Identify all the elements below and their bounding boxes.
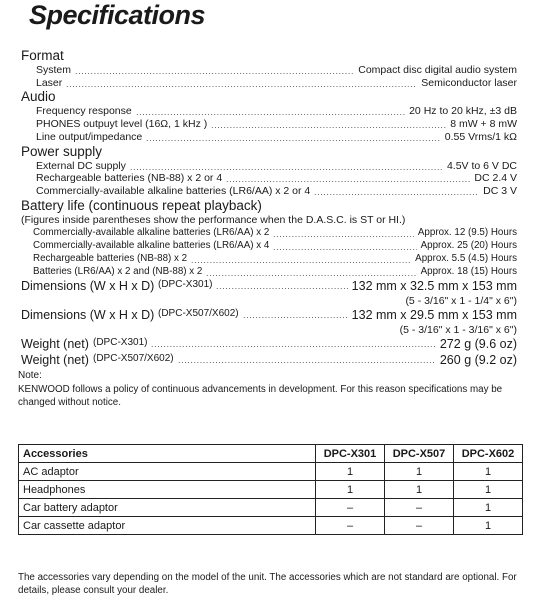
spec-section-heading: Format	[21, 48, 64, 63]
spec-model: (DPC-X507/X602)	[158, 307, 239, 319]
dot-leader	[136, 107, 405, 117]
accessories-header-row	[19, 445, 523, 463]
accessory-name: Car cassette adaptor	[19, 517, 316, 535]
spec-label: Weight (net)	[21, 352, 89, 367]
spec-value: Approx. 5.5 (4.5) Hours	[415, 252, 517, 264]
accessory-name: Car battery adaptor	[19, 499, 316, 517]
accessory-name: AC adaptor	[19, 463, 316, 481]
spec-label: Rechargeable batteries (NB-88) x 2 or 4	[36, 172, 223, 185]
dot-leader	[273, 242, 417, 252]
note-heading: Note:	[18, 370, 42, 381]
spec-value: Approx. 18 (15) Hours	[420, 265, 517, 277]
spec-section-heading: Power supply	[21, 143, 103, 159]
accessory-qty: 1	[454, 499, 523, 517]
accessory-qty: –	[316, 499, 385, 517]
accessory-name: Headphones	[19, 481, 316, 499]
accessories-header: Accessories	[19, 445, 316, 463]
dot-leader	[226, 174, 470, 184]
spec-value: 132 mm x 32.5 mm x 153 mm	[351, 278, 517, 293]
accessories-footnote: The accessories vary depending on the model of the unit. The accessories which are not standard are optional. For details, please consult your dealer.	[18, 572, 517, 596]
spec-label: Batteries (LR6/AA) x 2 and (NB-88) x 2	[33, 265, 203, 277]
spec-model: (DPC-X301)	[93, 336, 148, 348]
dot-leader	[314, 187, 479, 197]
spec-section-heading: Audio	[21, 89, 56, 105]
dot-leader	[243, 310, 348, 320]
spec-label: Dimensions (W x H x D)	[21, 307, 155, 322]
spec-label: Commercially-available alkaline batteries (LR6/AA) x 2 or 4	[36, 184, 311, 197]
spec-value: 260 g (9.2 oz)	[439, 352, 517, 367]
spec-label: Commercially-available alkaline batteries (LR6/AA) x 4	[33, 239, 270, 251]
dot-leader	[191, 255, 411, 265]
spec-value: 8 mW + 8 mW	[450, 118, 517, 131]
spec-value: Semiconductor laser	[421, 76, 517, 89]
spec-value: 272 g (9.6 oz)	[439, 336, 517, 351]
accessory-qty: 1	[454, 481, 523, 499]
page-title: Specifications	[29, 0, 206, 30]
spec-value: (5 - 3/16" x 1 - 1/4" x 6")	[405, 294, 517, 307]
model-header-x301: DPC-X301	[316, 445, 385, 463]
model-header-x602: DPC-X602	[454, 445, 523, 463]
spec-value: 0.55 Vrms/1 kΩ	[444, 130, 517, 143]
dot-leader	[178, 355, 436, 365]
accessory-qty: 1	[316, 463, 385, 481]
accessory-qty: –	[385, 499, 454, 517]
spec-value: DC 3 V	[483, 184, 517, 197]
spec-value: 20 Hz to 20 kHz, ±3 dB	[409, 105, 517, 118]
dot-leader	[146, 133, 441, 143]
spec-value: Approx. 25 (20) Hours	[420, 239, 517, 251]
spec-section-heading: Battery life (continuous repeat playback)	[21, 197, 262, 213]
spec-label: Commercially-available alkaline batteries (LR6/AA) x 2	[33, 226, 270, 238]
accessory-qty: –	[316, 517, 385, 535]
dot-leader	[206, 268, 417, 278]
table-row	[19, 517, 523, 535]
spec-label: (Figures inside parentheses show the performance when the D.A.S.C. is ST or HI.)	[21, 213, 406, 226]
spec-value: (5 - 3/16" x 1 - 3/16" x 6")	[399, 323, 517, 336]
table-row	[19, 481, 523, 499]
accessory-qty: 1	[454, 463, 523, 481]
table-row	[19, 463, 523, 481]
spec-label: Dimensions (W x H x D)	[21, 278, 155, 293]
accessory-qty: 1	[454, 517, 523, 535]
dot-leader	[151, 339, 436, 349]
dot-leader	[130, 162, 443, 172]
spec-value: 132 mm x 29.5 mm x 153 mm	[351, 307, 517, 322]
spec-label: Laser	[36, 76, 63, 89]
spec-value: 4.5V to 6 V DC	[446, 159, 517, 172]
accessory-qty: 1	[316, 481, 385, 499]
spec-label: Rechargeable batteries (NB-88) x 2	[33, 252, 188, 264]
spec-label: PHONES outpuyt level (16Ω, 1 kHz )	[36, 118, 208, 131]
spec-label: External DC supply	[36, 159, 126, 172]
spec-label: Line output/impedance	[36, 130, 143, 143]
dot-leader	[66, 79, 417, 89]
dot-leader	[273, 229, 414, 239]
accessories-table	[18, 444, 523, 535]
accessory-qty: 1	[385, 463, 454, 481]
dot-leader	[75, 66, 354, 76]
dot-leader	[216, 281, 348, 291]
spec-value: Approx. 12 (9.5) Hours	[417, 226, 517, 238]
note-text: KENWOOD follows a policy of continuous advancements in development. For this reason specifications may be changed without notice.	[18, 384, 503, 408]
spec-value: DC 2.4 V	[474, 172, 517, 185]
spec-value: Compact disc digital audio system	[358, 64, 517, 76]
spec-model: (DPC-X507/X602)	[93, 352, 174, 364]
model-header-x507: DPC-X507	[385, 445, 454, 463]
dot-leader	[211, 120, 446, 130]
spec-label: Weight (net)	[21, 336, 89, 351]
spec-label: Frequency response	[36, 105, 132, 118]
table-row	[19, 499, 523, 517]
accessory-qty: 1	[385, 481, 454, 499]
accessory-qty: –	[385, 517, 454, 535]
spec-label: System	[36, 64, 72, 76]
spec-model: (DPC-X301)	[158, 278, 213, 290]
